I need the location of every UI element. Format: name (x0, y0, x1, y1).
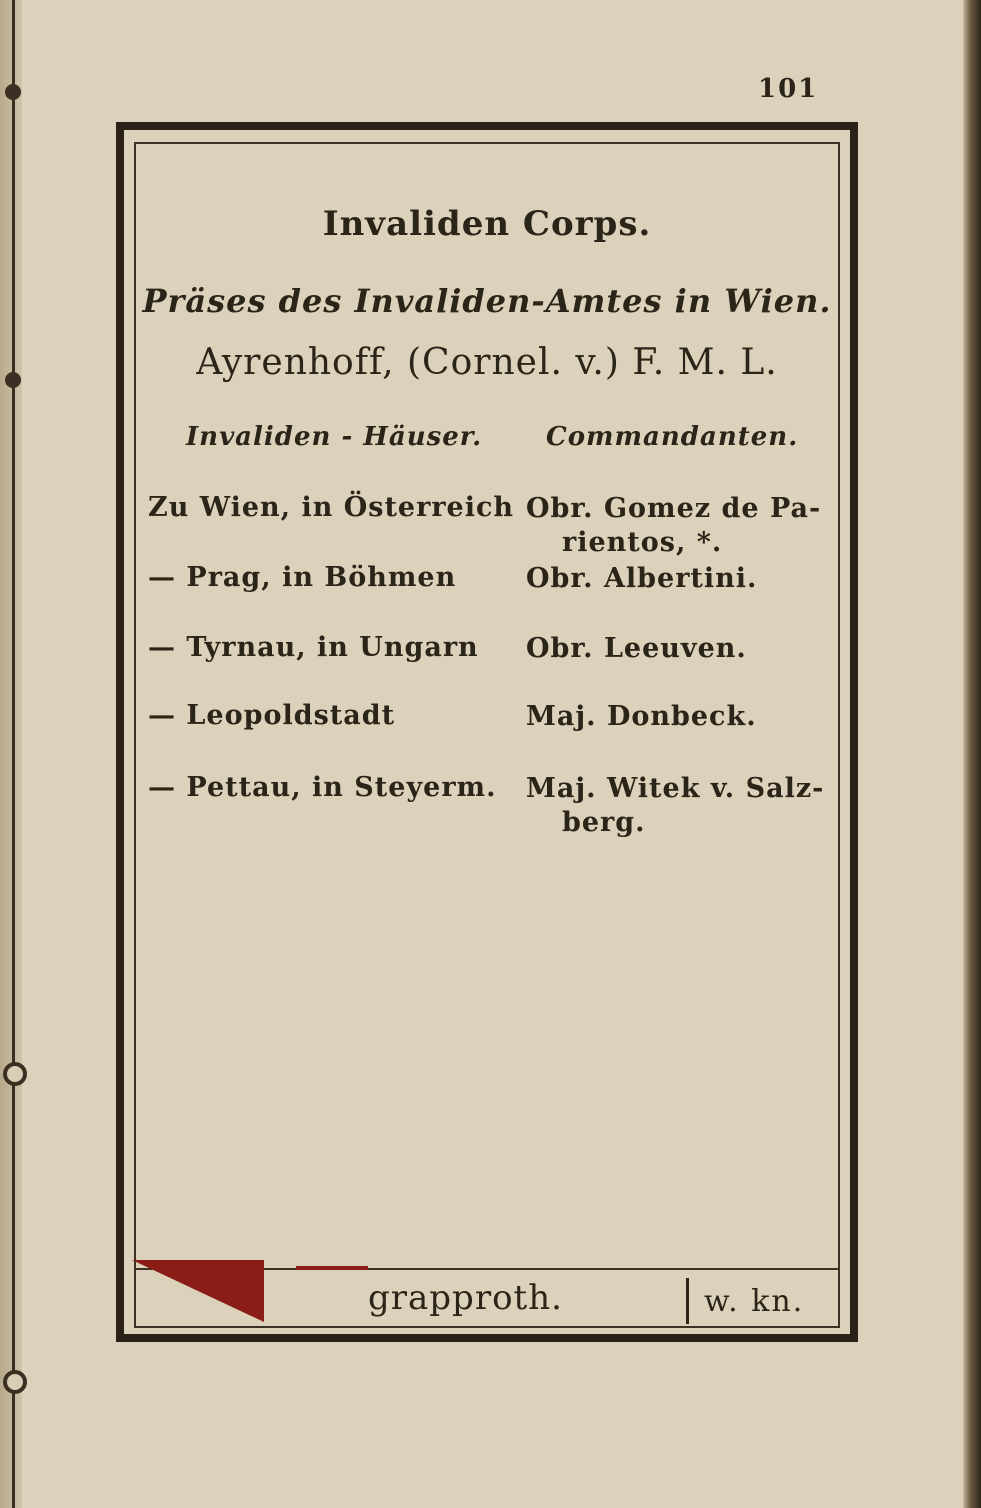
commander-line-cont: rientos, *. (562, 527, 723, 558)
section-subtitle: Präses des Invaliden-Amtes in Wien. (142, 282, 832, 320)
commander-name (526, 700, 838, 734)
house-name: — Pettau, in Steyerm. (148, 772, 497, 803)
commander-name (526, 492, 838, 560)
color-name: grapproth. (368, 1278, 563, 1318)
footer-divider (686, 1278, 689, 1324)
right-page-edge (963, 0, 981, 1508)
house-name: — Prag, in Böhmen (148, 562, 457, 593)
binding-knob (5, 84, 21, 100)
commander-line-cont: berg. (562, 807, 646, 838)
president-name: Ayrenhoff, (Cornel. v.) F. M. L. (196, 342, 778, 383)
commander-name (526, 562, 838, 596)
swatch-bar (296, 1266, 368, 1270)
left-gutter (0, 0, 22, 1508)
commander-line: Obr. Leeuven. (526, 633, 747, 664)
column-header-commanders: Commandanten. (546, 422, 799, 452)
section-title: Invaliden Corps. (322, 204, 652, 244)
commander-line: Obr. Albertini. (526, 563, 758, 594)
house-name: Zu Wien, in Österreich (148, 492, 515, 523)
commander-line: Maj. Donbeck. (526, 701, 757, 732)
commander-name (526, 632, 838, 666)
commander-line: Maj. Witek v. Salz- (526, 773, 825, 804)
color-swatch (132, 1260, 368, 1324)
buttons-note: w. kn. (704, 1284, 805, 1319)
binding-ring (3, 1062, 27, 1086)
commander-name (526, 772, 838, 840)
page-number: 101 (758, 74, 819, 104)
commander-line: Obr. Gomez de Pa- (526, 493, 822, 524)
column-header-houses: Invaliden - Häuser. (186, 422, 483, 452)
house-name: — Leopoldstadt (148, 700, 396, 731)
binding-knob (5, 372, 21, 388)
binding-line (12, 0, 15, 1508)
swatch-triangle (132, 1260, 264, 1322)
binding-ring (3, 1370, 27, 1394)
house-name: — Tyrnau, in Ungarn (148, 632, 479, 663)
